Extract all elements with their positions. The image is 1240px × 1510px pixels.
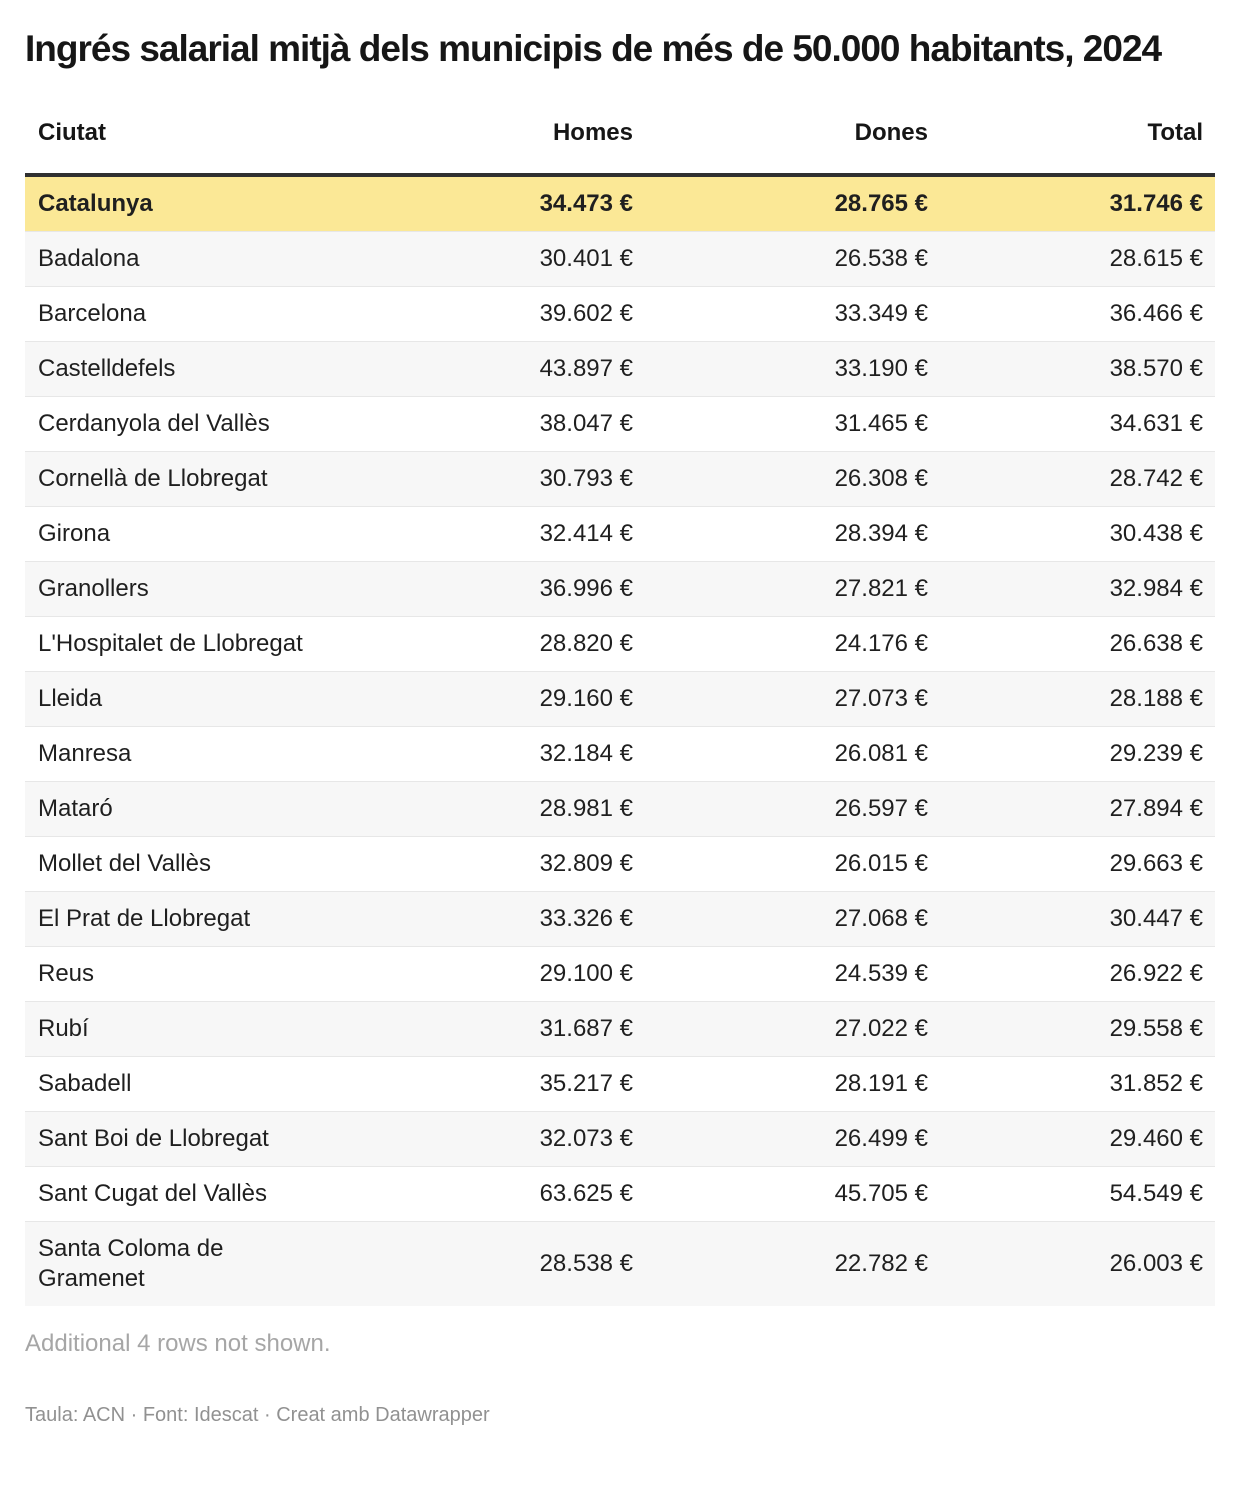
- dones-value-cell: 33.349 €: [834, 299, 928, 327]
- table-row: [25, 451, 1215, 506]
- total-value-cell: 29.460 €: [1109, 1124, 1203, 1152]
- column-header-homes: Homes: [552, 118, 633, 146]
- city-cell: Castelldefels: [38, 354, 176, 382]
- column-header-total: Total: [1147, 118, 1203, 146]
- homes-value-cell: 39.602 €: [539, 299, 633, 327]
- table-row: [25, 1166, 1215, 1221]
- salary-table: [25, 119, 1215, 1306]
- table-row: [25, 396, 1215, 451]
- table-row: [25, 1221, 1215, 1306]
- dones-value-cell: 26.308 €: [834, 464, 928, 492]
- city-cell: Rubí: [38, 1014, 89, 1042]
- dones-value-cell: 26.499 €: [834, 1124, 928, 1152]
- dones-value-cell: 28.191 €: [834, 1069, 928, 1097]
- table-row: [25, 946, 1215, 1001]
- total-value-cell: 28.188 €: [1109, 684, 1203, 712]
- table-row: [25, 506, 1215, 561]
- table-row: [25, 1111, 1215, 1166]
- table-row: [25, 341, 1215, 396]
- table-row: [25, 781, 1215, 836]
- dones-value-cell: 26.597 €: [834, 794, 928, 822]
- total-value-cell: 29.239 €: [1109, 739, 1203, 767]
- total-value-cell: 29.663 €: [1109, 849, 1203, 877]
- source-attribution: Taula: ACN · Font: Idescat · Creat amb Datawrapper: [25, 1403, 490, 1426]
- city-cell: Girona: [38, 519, 111, 547]
- city-cell: Catalunya: [38, 189, 153, 217]
- city-cell: El Prat de Llobregat: [38, 904, 251, 932]
- total-value-cell: 36.466 €: [1109, 299, 1203, 327]
- total-value-cell: 28.615 €: [1109, 244, 1203, 272]
- total-value-cell: 26.638 €: [1109, 629, 1203, 657]
- total-value-cell: 26.922 €: [1109, 959, 1203, 987]
- total-value-cell: 38.570 €: [1109, 354, 1203, 382]
- homes-value-cell: 28.538 €: [539, 1249, 633, 1277]
- homes-value-cell: 32.414 €: [539, 519, 633, 547]
- city-cell: Mataró: [38, 794, 113, 822]
- table-row: [25, 1001, 1215, 1056]
- dones-value-cell: 27.821 €: [834, 574, 928, 602]
- city-cell: Granollers: [38, 574, 149, 602]
- city-cell: Sabadell: [38, 1069, 132, 1097]
- dones-value-cell: 26.081 €: [834, 739, 928, 767]
- table-row: [25, 891, 1215, 946]
- dones-value-cell: 27.022 €: [834, 1014, 928, 1042]
- dones-value-cell: 24.176 €: [834, 629, 928, 657]
- city-cell: Cornellà de Llobregat: [38, 464, 268, 492]
- dones-value-cell: 28.394 €: [834, 519, 928, 547]
- homes-value-cell: 32.184 €: [539, 739, 633, 767]
- city-cell: Mollet del Vallès: [38, 849, 211, 877]
- homes-value-cell: 28.820 €: [539, 629, 633, 657]
- city-cell: Manresa: [38, 739, 132, 767]
- homes-value-cell: 32.809 €: [539, 849, 633, 877]
- dones-value-cell: 26.538 €: [834, 244, 928, 272]
- total-value-cell: 28.742 €: [1109, 464, 1203, 492]
- homes-value-cell: 30.793 €: [539, 464, 633, 492]
- table-row: [25, 836, 1215, 891]
- homes-value-cell: 43.897 €: [539, 354, 633, 382]
- column-header-dones: Dones: [854, 118, 928, 146]
- table-row: [25, 286, 1215, 341]
- dones-value-cell: 22.782 €: [834, 1249, 928, 1277]
- total-value-cell: 26.003 €: [1109, 1249, 1203, 1277]
- city-cell: Reus: [38, 959, 95, 987]
- total-value-cell: 31.746 €: [1109, 189, 1203, 217]
- homes-value-cell: 29.160 €: [539, 684, 633, 712]
- dones-value-cell: 27.073 €: [834, 684, 928, 712]
- table-row: [25, 1056, 1215, 1111]
- homes-value-cell: 34.473 €: [539, 189, 633, 217]
- table-row: [25, 231, 1215, 286]
- dones-value-cell: 28.765 €: [834, 189, 928, 217]
- homes-value-cell: 35.217 €: [539, 1069, 633, 1097]
- homes-value-cell: 33.326 €: [539, 904, 633, 932]
- city-cell: Cerdanyola del Vallès: [38, 409, 270, 437]
- city-cell: Lleida: [38, 684, 103, 712]
- total-value-cell: 54.549 €: [1109, 1179, 1203, 1207]
- city-cell: Sant Cugat del Vallès: [38, 1179, 268, 1207]
- total-value-cell: 32.984 €: [1109, 574, 1203, 602]
- city-cell: Barcelona: [38, 299, 147, 327]
- total-value-cell: 30.438 €: [1109, 519, 1203, 547]
- city-cell: Badalona: [38, 244, 140, 272]
- table-body: [25, 175, 1215, 1306]
- table-row: [25, 561, 1215, 616]
- table-row: [25, 726, 1215, 781]
- header-row: [25, 119, 1215, 175]
- city-cell: L'Hospitalet de Llobregat: [38, 629, 303, 657]
- additional-rows-note: Additional 4 rows not shown.: [25, 1329, 331, 1357]
- homes-value-cell: 38.047 €: [539, 409, 633, 437]
- dones-value-cell: 24.539 €: [834, 959, 928, 987]
- city-cell: Santa Coloma de Gramenet: [38, 1234, 224, 1292]
- homes-value-cell: 32.073 €: [539, 1124, 633, 1152]
- total-value-cell: 31.852 €: [1109, 1069, 1203, 1097]
- homes-value-cell: 29.100 €: [539, 959, 633, 987]
- dones-value-cell: 27.068 €: [834, 904, 928, 932]
- total-value-cell: 34.631 €: [1109, 409, 1203, 437]
- total-value-cell: 30.447 €: [1109, 904, 1203, 932]
- homes-value-cell: 28.981 €: [539, 794, 633, 822]
- homes-value-cell: 36.996 €: [539, 574, 633, 602]
- city-cell: Sant Boi de Llobregat: [38, 1124, 269, 1152]
- total-value-cell: 27.894 €: [1109, 794, 1203, 822]
- total-value-cell: 29.558 €: [1109, 1014, 1203, 1042]
- dones-value-cell: 31.465 €: [834, 409, 928, 437]
- chart-title: Ingrés salarial mitjà dels municipis de més de 50.000 habitants, 2024: [25, 28, 1162, 69]
- homes-value-cell: 31.687 €: [539, 1014, 633, 1042]
- dones-value-cell: 45.705 €: [834, 1179, 928, 1207]
- table-row: [25, 175, 1215, 232]
- dones-value-cell: 33.190 €: [834, 354, 928, 382]
- table-row: [25, 671, 1215, 726]
- homes-value-cell: 30.401 €: [539, 244, 633, 272]
- homes-value-cell: 63.625 €: [539, 1179, 633, 1207]
- dones-value-cell: 26.015 €: [834, 849, 928, 877]
- column-header-ciutat: Ciutat: [38, 118, 106, 146]
- table-row: [25, 616, 1215, 671]
